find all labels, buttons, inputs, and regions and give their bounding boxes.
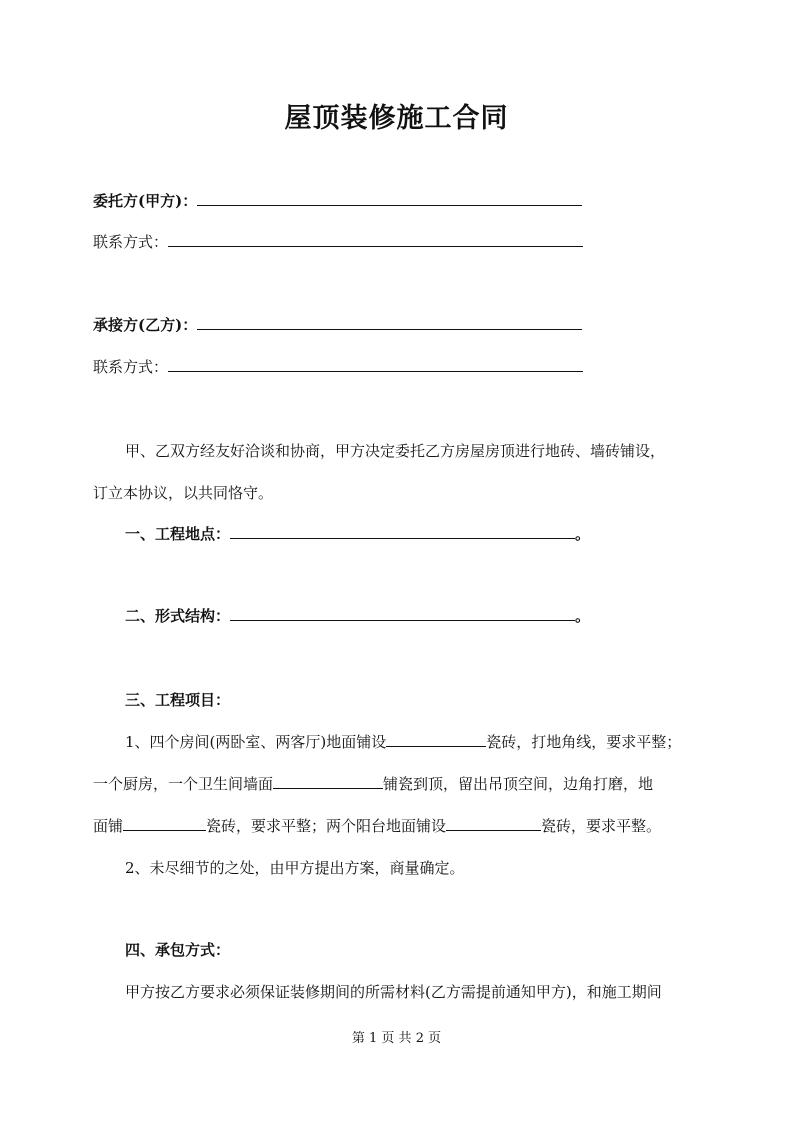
section-1-end: 。: [575, 525, 591, 543]
section-1-row: [125, 524, 590, 543]
party-b-row: [93, 315, 582, 334]
party-a-row: [93, 191, 582, 210]
party-b-contact-blank: [168, 357, 583, 372]
item-1-text-a: 1、四个房间(两卧室、两客厅)地面铺设: [125, 733, 387, 751]
section-3-item-1-line-2: [93, 773, 653, 794]
section-2-blank: [230, 606, 575, 621]
item-1-text-e: 面铺: [93, 817, 124, 835]
party-a-contact-row: [93, 232, 583, 251]
section-2-row: [125, 606, 590, 625]
section-4-heading: 四、承包方式：: [125, 941, 231, 959]
section-1-blank: [230, 524, 575, 539]
item-1-blank-1: [386, 732, 486, 747]
item-1-blank-2: [273, 774, 383, 789]
section-1-label: 一、工程地点：: [125, 525, 231, 543]
party-b-blank: [197, 315, 582, 330]
party-a-blank: [197, 191, 582, 206]
party-a-label: 委托方(甲方)：: [93, 192, 198, 210]
page-footer: 第 1 页 共 2 页: [351, 1031, 442, 1046]
section-2-label: 二、形式结构：: [125, 607, 231, 625]
party-a-contact-blank: [168, 232, 583, 247]
party-b-label: 承接方(乙方)：: [93, 316, 198, 334]
party-b-contact-label: 联系方式：: [93, 358, 169, 376]
item-1-text-g: 瓷砖，要求平整。: [541, 817, 662, 835]
item-1-text-b: 瓷砖，打地角线，要求平整；: [486, 733, 682, 751]
item-1-text-f: 瓷砖，要求平整；两个阳台地面铺设: [206, 817, 447, 835]
section-4-text: 甲方按乙方要求必须保证装修期间的所需材料(乙方需提前通知甲方)，和施工期间: [125, 983, 662, 1001]
section-3-item-2: 2、未尽细节的之处，由甲方提出方案，商量确定。: [125, 859, 465, 877]
intro-line-2: 订立本协议，以共同恪守。: [93, 484, 274, 502]
section-3-item-1-line-3: [93, 815, 661, 836]
item-1-blank-3: [123, 816, 206, 831]
item-1-text-d: 铺瓷到顶，留出吊顶空间，边角打磨，地: [383, 775, 654, 793]
item-1-blank-4: [446, 816, 541, 831]
section-3-item-1-line-1: [125, 731, 681, 752]
party-b-contact-row: [93, 357, 583, 376]
section-2-end: 。: [575, 607, 591, 625]
section-3-heading: 三、工程项目：: [125, 691, 231, 709]
document-title: 屋顶装修施工合同: [284, 103, 509, 134]
item-1-text-c: 一个厨房，一个卫生间墙面: [93, 775, 274, 793]
party-a-contact-label: 联系方式：: [93, 233, 169, 251]
intro-line-1: 甲、乙双方经友好洽谈和协商，甲方决定委托乙方房屋房顶进行地砖、墙砖铺设，: [125, 442, 666, 460]
